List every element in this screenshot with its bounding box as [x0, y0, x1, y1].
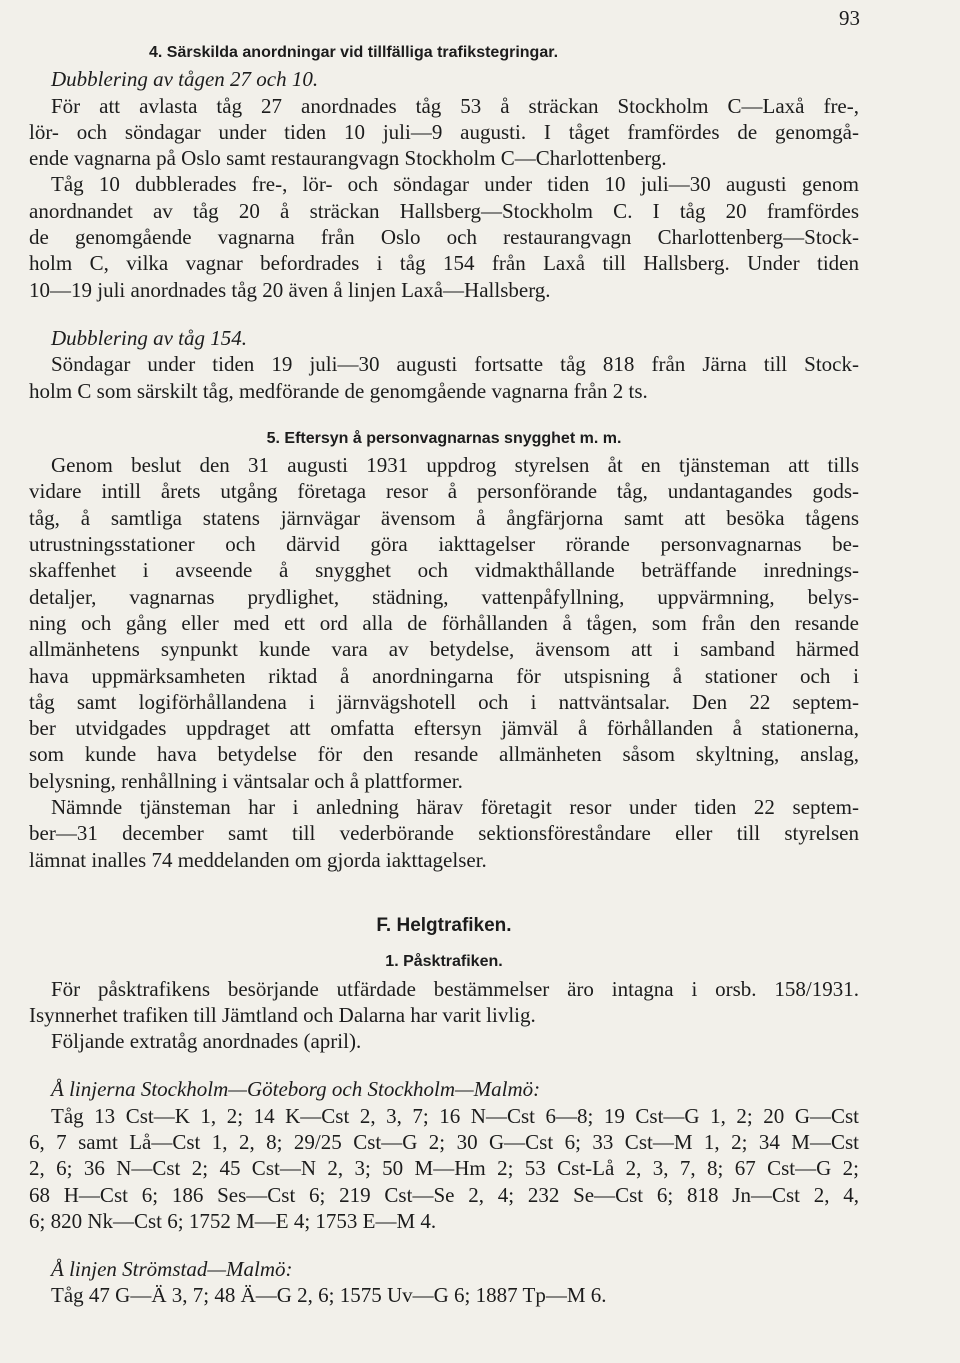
text-line: Nämnde tjänsteman har i anledning härav företagit resor under tiden 22 septem- — [51, 795, 859, 820]
text-line: Följande extratåg anordnades (april). — [51, 1029, 362, 1054]
text-line: För att avlasta tåg 27 anordnades tåg 53 å sträckan Stockholm C—Laxå fre-, — [51, 93, 859, 118]
route-2-train-list: Tåg 47 G—Ä 3, 7; 48 Ä—G 2, 6; 1575 Uv—G 6; 1887 Tp—M 6. — [51, 1283, 607, 1308]
text-line: lämnat inalles 74 meddelanden om gjorda iakttagelser. — [29, 847, 487, 872]
text-line: 2, 6; 36 N—Cst 2; 45 Cst—N 2, 3; 50 M—Hm 2; 53 Cst-Lå 2, 3, 7, 8; 67 Cst—G 2; — [29, 1156, 859, 1181]
section-f-paragraph-1 — [29, 976, 859, 1055]
text-line: vidare intill årets utgång företaga resor å personförande tåg, undantagandes gods- — [29, 479, 859, 504]
section-4-heading: 4. Särskilda anordningar vid tillfälliga trafikstegringar. — [149, 44, 559, 61]
text-line: tåg, å samtliga statens järnvägar ävensom å ångfärjorna samt att besöka tågens — [29, 505, 859, 530]
section-f-heading: F. Helgtrafiken. — [376, 914, 512, 936]
text-line: skaffenhet i avseende å snygghet och vidmakthållande beträffande inrednings- — [29, 558, 859, 583]
text-line: 6; 820 Nk—Cst 6; 1752 M—E 4; 1753 E—M 4. — [29, 1208, 437, 1233]
text-line: Tåg 10 dubblerades fre-, lör- och söndagar under tiden 10 juli—30 augusti genom — [51, 172, 859, 197]
text-line: detaljer, vagnarnas prydlighet, städning, vattenpåfyllning, uppvärmning, belys- — [29, 584, 859, 609]
text-line: de genomgående vagnarna från Oslo och restaurangvagn Charlottenberg—Stock- — [29, 225, 859, 250]
text-line: hava uppmärksamheten riktad å anordningarna för utspisning å stationer och i — [29, 663, 859, 688]
text-line: ber utvidgades uppdraget att omfatta eftersyn jämväl å förhållanden å stationerna, — [29, 716, 859, 741]
section-5-paragraph-2 — [29, 794, 859, 873]
text-line: anordnandet av tåg 20 å sträckan Hallsberg—Stockholm C. I tåg 20 framfördes — [29, 198, 859, 223]
page-number: 93 — [839, 6, 860, 30]
text-line: som kunde hava betydelse för den resande allmänheten såsom skyltning, anslag, — [29, 742, 859, 767]
text-line: För påsktrafikens besörjande utfärdade bestämmelser äro intagna i orsb. 158/1931. — [51, 976, 859, 1001]
section-5-heading: 5. Eftersyn å personvagnarnas snygghet m. m. — [266, 429, 622, 447]
text-line: holm C, vilka vagnar befordrades i tåg 154 från Laxå till Hallsberg. Under tiden — [29, 251, 859, 276]
text-line: 6, 7 samt Lå—Cst 1, 2, 8; 29/25 Cst—G 2; 30 G—Cst 6; 33 Cst—M 1, 2; 34 M—Cst — [29, 1129, 859, 1154]
text-line: utrustningsstationer och därvid göra iakttagelser rörande personvagnarnas be- — [29, 532, 859, 557]
section-4-paragraph-1 — [29, 93, 859, 303]
section-5-paragraph-1 — [29, 452, 859, 794]
text-line: ber—31 december samt till vederbörande sektionsföreståndare eller till styrelsen — [29, 821, 859, 846]
text-line: 10—19 juli anordnades tåg 20 även å linjen Laxå—Hallsberg. — [29, 277, 551, 302]
text-line: Isynnerhet trafiken till Jämtland och Dalarna har varit livlig. — [29, 1002, 536, 1027]
text-line: ning och gång eller med ett ord alla de förhållanden å tågen, som från den resande — [29, 610, 859, 635]
route-1-train-list — [29, 1103, 859, 1234]
section-4-paragraph-2 — [29, 351, 859, 404]
text-line: holm C som särskilt tåg, medförande de genomgående vagnarna från 2 ts. — [29, 378, 648, 403]
text-line: belysning, renhållning i väntsalar och å plattformer. — [29, 768, 463, 793]
section-4-subheading-2: Dubblering av tåg 154. — [51, 325, 247, 350]
text-line: allmänhetens synpunkt kunde vara av betydelse, ävensom att i samband härmed — [29, 637, 859, 662]
section-4-subheading-1: Dubblering av tågen 27 och 10. — [51, 67, 319, 92]
text-line: 68 H—Cst 6; 186 Ses—Cst 6; 219 Cst—Se 2, 4; 232 Se—Cst 6; 818 Jn—Cst 2, 4, — [29, 1182, 859, 1207]
text-line: ende vagnarna på Oslo samt restaurangvagn Stockholm C—Charlottenberg. — [29, 146, 667, 171]
text-line: tåg samt logiförhållandena i järnvägshotell och i nattväntsalar. Den 22 septem- — [29, 689, 859, 714]
route-1-heading: Å linjerna Stockholm—Göteborg och Stockholm—Malmö: — [51, 1077, 541, 1102]
text-line: Genom beslut den 31 augusti 1931 uppdrog styrelsen åt en tjänsteman att tills — [51, 453, 859, 478]
text-line: lör- och söndagar under tiden 10 juli—9 augusti. I tåget framfördes de genomgå- — [29, 119, 859, 144]
route-2-heading: Å linjen Strömstad—Malmö: — [51, 1257, 293, 1282]
section-f-subheading: 1. Påsktrafiken. — [385, 953, 503, 971]
text-column — [29, 40, 859, 1309]
text-line: Tåg 13 Cst—K 1, 2; 14 K—Cst 2, 3, 7; 16 N—Cst 6—8; 19 Cst—G 1, 2; 20 G—Cst — [51, 1103, 859, 1128]
text-line: Söndagar under tiden 19 juli—30 augusti fortsatte tåg 818 från Järna till Stock- — [51, 352, 859, 377]
